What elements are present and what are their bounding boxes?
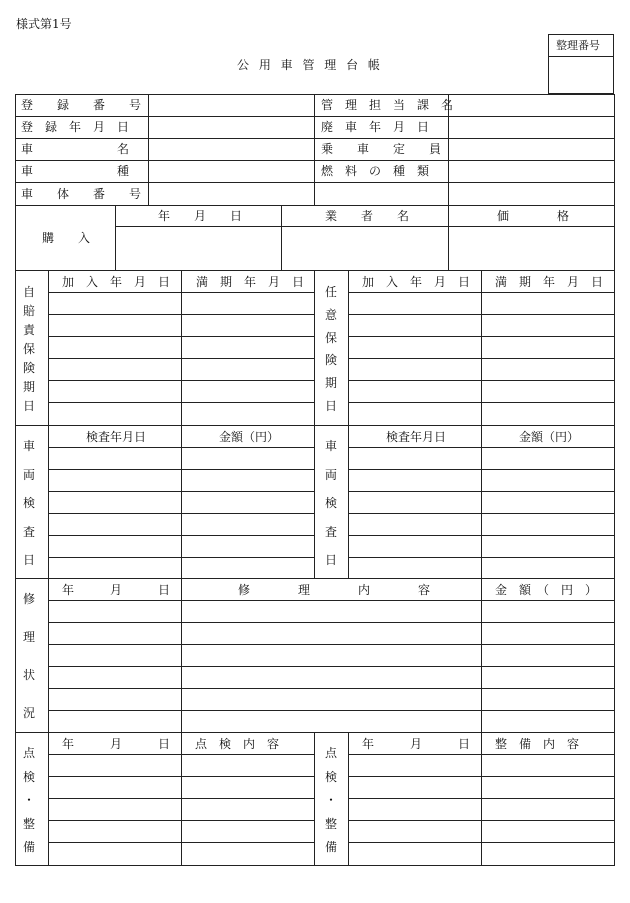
scrap-date-field[interactable] xyxy=(449,117,614,138)
inspection-date-header-right: 検査年月日 xyxy=(386,430,447,444)
inspection-check-content-header: 点 検 内 容 xyxy=(195,737,280,751)
inspection-date-header-left: 検査年月日 xyxy=(86,430,147,444)
compulsory-insurance-label: 自 賠 責 保 険 期 日 xyxy=(22,285,35,413)
maintenance-date-header: 年 月 日 xyxy=(362,737,471,751)
scrap-date-label: 廃 車 年 月 日 xyxy=(321,120,430,134)
inspection-amount-header-right: 金額（円） xyxy=(519,430,580,444)
repair-status-label: 修 理 状 況 xyxy=(22,592,35,720)
compulsory-join-date-header: 加 入 年 月 日 xyxy=(62,275,171,289)
price-field[interactable] xyxy=(449,227,614,270)
repair-amount-header: 金 額 （ 円 ） xyxy=(495,583,598,597)
passenger-capacity-field[interactable] xyxy=(449,139,614,160)
purchase-label: 購 入 xyxy=(42,231,91,245)
vehicle-inspection-label-left: 車 両 検 査 日 xyxy=(22,439,35,567)
maintenance-label-left: 点 検 ・ 整 備 xyxy=(22,746,35,854)
blank-field[interactable] xyxy=(449,183,614,205)
compulsory-expiry-date-header: 満 期 年 月 日 xyxy=(196,275,305,289)
reference-number-label: 整理番号 xyxy=(556,39,600,52)
fuel-type-label: 燃 料 の 種 類 xyxy=(321,164,430,178)
vendor-name-field[interactable] xyxy=(282,227,448,270)
passenger-capacity-label: 乗 車 定 員 xyxy=(321,142,442,156)
chassis-number-field[interactable] xyxy=(149,183,314,205)
reference-number-field[interactable] xyxy=(549,57,613,93)
maintenance-label-right: 点 検 ・ 整 備 xyxy=(324,746,337,854)
registration-number-field[interactable] xyxy=(149,95,314,116)
form-number: 様式第1号 xyxy=(16,17,72,31)
managing-department-label: 管 理 担 当 課 名 xyxy=(321,98,454,112)
inspection-amount-header-left: 金額（円） xyxy=(219,430,280,444)
repair-date-header: 年 月 日 xyxy=(62,583,171,597)
vendor-name-header: 業 者 名 xyxy=(325,209,410,223)
chassis-number-label: 車 体 番 号 xyxy=(21,187,142,201)
vehicle-name-label: 車 名 xyxy=(21,142,130,156)
repair-content-header: 修 理 内 容 xyxy=(238,583,431,597)
vehicle-type-label: 車 種 xyxy=(21,164,130,178)
voluntary-join-date-header: 加 入 年 月 日 xyxy=(362,275,471,289)
purchase-date-field[interactable] xyxy=(116,227,281,270)
vehicle-inspection-label-right: 車 両 検 査 日 xyxy=(324,439,337,567)
registration-date-label: 登 録 年 月 日 xyxy=(21,120,130,134)
purchase-date-header: 年 月 日 xyxy=(158,209,243,223)
inspection-check-date-header: 年 月 日 xyxy=(62,737,171,751)
vehicle-name-field[interactable] xyxy=(149,139,314,160)
voluntary-insurance-label: 任 意 保 険 期 日 xyxy=(324,285,337,413)
managing-department-field[interactable] xyxy=(449,95,614,116)
page-title: 公 用 車 管 理 台 帳 xyxy=(237,58,383,72)
registration-number-label: 登 録 番 号 xyxy=(21,98,142,112)
fuel-type-field[interactable] xyxy=(449,161,614,182)
vehicle-type-field[interactable] xyxy=(149,161,314,182)
maintenance-content-header: 整 備 内 容 xyxy=(495,737,580,751)
registration-date-field[interactable] xyxy=(149,117,314,138)
voluntary-expiry-date-header: 満 期 年 月 日 xyxy=(495,275,604,289)
price-header: 価 格 xyxy=(497,209,570,223)
